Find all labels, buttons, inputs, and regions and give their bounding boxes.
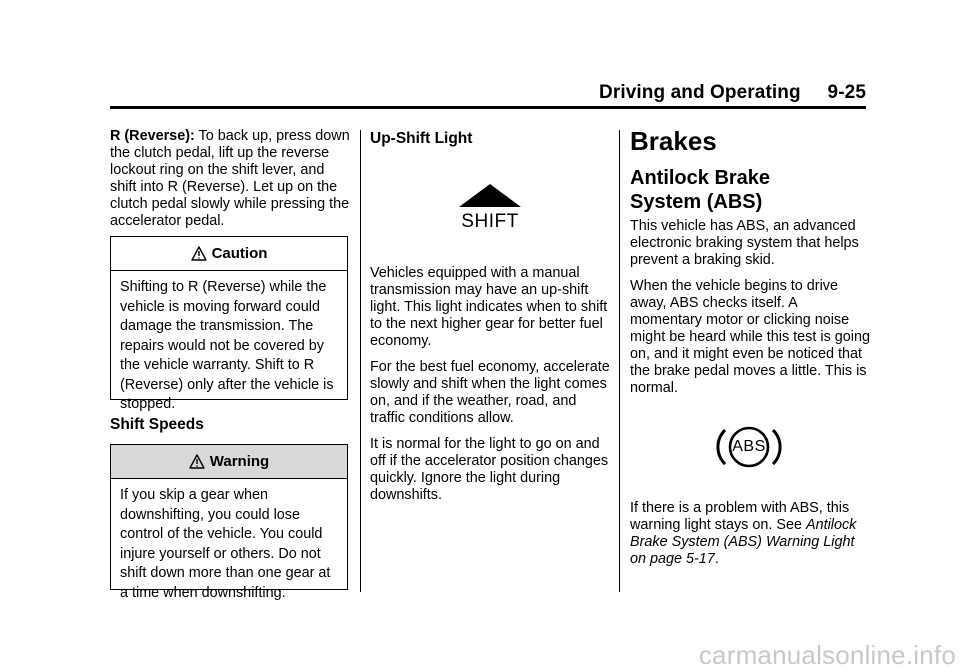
abs-paragraph-3 (630, 500, 870, 577)
reverse-term: R (Reverse): (110, 128, 195, 144)
abs-icon-label: ABS (732, 438, 766, 455)
column-divider-2 (619, 130, 620, 592)
caution-text: Shifting to R (Reverse) while the vehicle is moving forward could damage the transmission. The repairs would not be covered by the vehicle warranty. Shift to R (Reverse) only after the vehicle is stopped. (120, 279, 334, 412)
abs-paragraph-1: This vehicle has ABS, an advanced electronic braking system that helps prevent a braking skid. (630, 218, 859, 268)
column-right (630, 218, 870, 406)
abs-section-title: Antilock Brake System (ABS) (630, 167, 771, 213)
warning-title: Warning (209, 453, 270, 470)
warning-text: If you skip a gear when downshifting, you could lose control of the vehicle. You could injure yourself or others. Do not shift down more than one gear at a time when downshifting. (120, 487, 331, 601)
brakes-title: Brakes (630, 126, 717, 156)
warning-box (110, 444, 348, 601)
caution-icon (191, 246, 207, 261)
shift-light-icon (458, 184, 522, 236)
reverse-paragraph (110, 128, 350, 230)
abs-paragraph-2: When the vehicle begins to drive away, ABS checks itself. A momentary motor or clicking noise might be heard while this test is going on, and it might even be noticed that the brake pedal moves a little. This is normal. (630, 278, 870, 396)
upshift-paragraph-3: It is normal for the light to go on and off if the accelerator position changes quickly. Ignore the light during downshifts. (370, 436, 609, 503)
abs-warning-icon (716, 424, 782, 470)
abs-p3-reference[interactable]: Antilock Brake System (ABS) Warning Light on page 5-17 (630, 517, 857, 567)
abs-p3-end: . (714, 551, 719, 567)
upshift-paragraph-1: Vehicles equipped with a manual transmission may have an up-shift light. This light indicates when to shift to the next higher gear for better fuel economy. (370, 265, 608, 349)
caution-box (110, 236, 348, 412)
header-title: Driving and Operating 9-25 (599, 82, 866, 103)
warning-icon (189, 454, 205, 469)
reverse-text: To back up, press down the clutch pedal, lift up the reverse lockout ring on the shift lever, and shift into R (Reverse). Let up on the clutch pedal slowly while pressing the accelerator pedal. (110, 128, 350, 229)
caution-header (111, 237, 347, 271)
header-rule (110, 106, 866, 109)
shift-speeds-heading: Shift Speeds (110, 416, 204, 433)
caution-title: Caution (211, 245, 268, 262)
column-middle (370, 265, 610, 513)
warning-header (111, 445, 347, 479)
shift-light-label: SHIFT (461, 211, 519, 232)
upshift-paragraph-2: For the best fuel economy, accelerate slowly and shift when the light comes on, and if the weather, road, and traffic conditions allow. (370, 359, 610, 426)
watermark: carmanualsonline.info (698, 640, 956, 670)
upshift-heading: Up-Shift Light (370, 130, 473, 147)
column-left (110, 128, 350, 239)
column-divider-1 (360, 130, 361, 592)
abs-p3-text: If there is a problem with ABS, this warning light stays on. See (630, 500, 850, 533)
